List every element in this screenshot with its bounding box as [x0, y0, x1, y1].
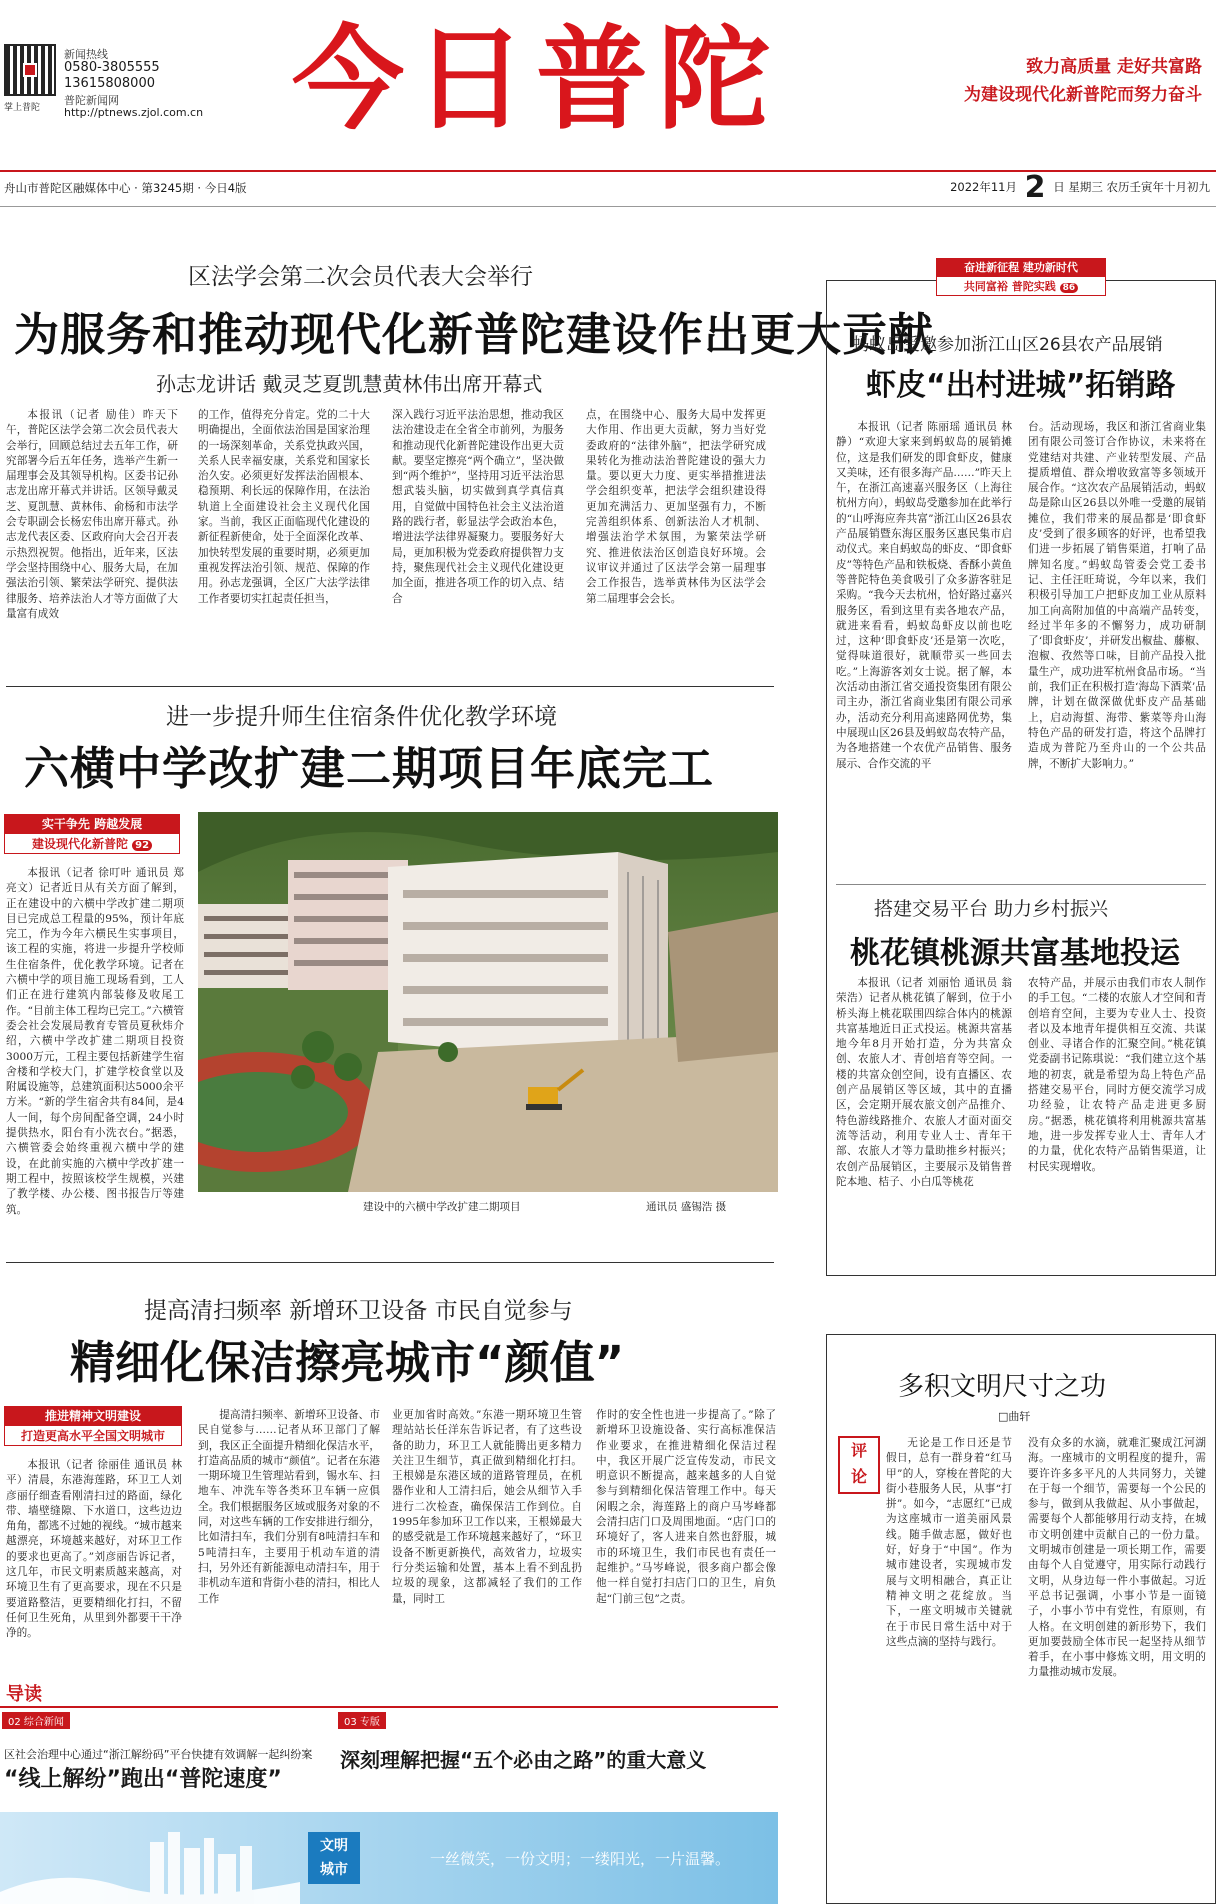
side3-column-1 — [886, 1436, 1012, 1896]
side3-author: □曲轩 — [998, 1410, 1031, 1423]
a2-kicker: 进一步提升师生住宿条件优化教学环境 — [166, 704, 557, 730]
side1-text-2: 台。活动现场，我区和浙江省商业集团有限公司签订合作协议，未来将在党建结对共建、产业转型发展、产品提质增值、群众增收致富等多领域开展合作。“这次农产品展销活动，蚂蚁岛是除山区26县以外唯一受邀的展销摊位，我们带来的展品都是‘即食虾皮’受到了很多顾客的好评，也希望我们进一步拓展了销售渠道，打响了品牌知名度。”蚂蚁岛管委会党工委书记、主任汪旺琦说，今年以来，我们积极引导加工户把虾皮加工业从原料加工向高附加值的中高端产品转变，经过半年多的不懈努力，成功研制了‘即食虾皮’，并研发出椒盐、藤椒、泡椒、孜然等口味，目前产品投入批量生产，成功进军杭州食品市场。“当前，我们正在积极打造‘海岛下酒菜’品牌，计划在做深做优虾皮产品基础上，启动海蜇、海带、紫菜等舟山海特色产品的研发打造，将这个品牌打造成为普陀乃至舟山的一个公共品牌，不断扩大影响力。” — [1028, 421, 1206, 770]
a3-text-1: 本报讯（记者 徐丽佳 通讯员 林平）清晨，东港海莲路，环卫工人刘彦丽仔细查看刚清扫过的路面，绿化带、墙壁缝隙、下水道口，这些边边角角，都逃不过她的视线。“城市越来越漂亮，环境越来越好，对环卫工作的要求也更高了。”刘彦丽告诉记者，这几年，市民文明素质越来越高，对环境卫生有了更高要求，现在不只是要道路整洁，更要精细化打扫，不留任何卫生死角，从里到外都要干干净净的。 — [6, 1459, 182, 1640]
a2-tag-line-1: 实干争先 跨越发展 — [4, 814, 180, 833]
a2-photo[interactable] — [198, 812, 778, 1218]
banner-badge-line-2: 城市 — [320, 1862, 348, 1878]
a2-section-tag — [4, 814, 180, 854]
side3-text-2: 没有众多的水滴，就难汇聚成江河湖海。一座城市的文明程度的提升，需要许许多多平凡的人共同努力，关键在于每一个细节，需要每一个公民的参与，做到从我做起、从小事做起，需要每个人都能够用行动支持，在城市文明创建中贡献自己的一份力量。文明城市创建是一项长期工作，需要由每个人自觉遵守，用实际行动践行文明，从身边每一件小事做起。习近平总书记强调，小事小节是一面镜子，小事小节中有党性，有原则，有人格。在文明创建的新形势下，我们更加要鼓励全体市民一起坚持从细节着手，在小事中修炼文明，用文明的力量推动城市发展。 — [1028, 1437, 1206, 1679]
a3-column-3 — [392, 1408, 582, 1670]
side1-headline[interactable]: 虾皮“出村进城”拓销路 — [866, 368, 1176, 403]
side1-divider — [836, 884, 1206, 885]
phone-1: 0580-3805555 — [64, 60, 160, 75]
banner-slogan: 一丝微笑，一份文明；一缕阳光，一片温馨。 — [430, 1850, 731, 1868]
side3-headline[interactable]: 多积文明尺寸之功 — [898, 1372, 1107, 1402]
side3-column-2 — [1028, 1436, 1206, 1896]
city-skyline-illustration — [0, 1812, 300, 1904]
commentary-badge-top: 评 — [850, 1441, 867, 1460]
a1-column-3 — [392, 408, 564, 680]
side1-tag-number: 86 — [1060, 283, 1079, 293]
daodu-page2-tag[interactable]: 02 综合新闻 — [2, 1712, 70, 1729]
side1-text-1: 本报讯（记者 陈丽瑶 通讯员 林静）“欢迎大家来到蚂蚁岛的展销摊位，这是我们研发的即食虾皮，健康又美味，还有很多海产品……”昨天上午，在浙江高速嘉兴服务区（上海往杭州方向），蚂蚁岛受邀参加在此举行的“山呼海应奔共富”浙江山区26县农产品展销暨东海区服务区惠民集市启动仪式。来自蚂蚁岛的虾皮、“即食虾皮”等特色产品和铁板烧、香酥小黄鱼等普陀特色美食吸引了众多游客驻足采购。“我今天去杭州，恰好路过嘉兴服务区，看到这里有卖各地农产品，就进来看看，蚂蚁岛虾皮以前也吃过，这种‘即食虾皮’还是第一次吃，觉得味道很好，就顺带买一些回去吃。”上海游客刘女士说。据了解，本次活动由浙江省交通投资集团有限公司主办，浙江省商业集团有限公司承办，活动充分利用高速路网优势，集中展现山区26县及蚂蚁岛农特产品，为各地搭建一个农优产品销售、服务展示、合作交流的平 — [836, 421, 1012, 770]
daodu-rule — [0, 1706, 778, 1708]
a1-text-2: 的工作，值得充分肯定。党的二十大明确提出，全面依法治国是国家治理的一场深刻革命，关系党执政兴国，关系人民幸福安康，关系党和国家长治久安。必须更好发挥法治固根本、稳预期、利长远的保障作用，在法治轨道上全面建设社会主义现代化国家。当前，我区正面临现代化建设的新征程新使命，处于全面深化改革、加快转型发展的重要时期，必须更加重视发挥法治引领、规范、保障的作用。孙志龙强调，全区广大法学法律工作者要切实扛起责任担当， — [198, 409, 370, 605]
date-weekday-lunar: 日 星期三 农历壬寅年十月初九 — [1053, 180, 1210, 194]
a2-tag-number: 92 — [132, 840, 152, 851]
a3-section-tag — [4, 1406, 182, 1446]
masthead — [0, 0, 1216, 208]
a2-photo-caption: 建设中的六横中学改扩建二期项目 — [363, 1201, 521, 1213]
a1-text-4: 点，在围绕中心、服务大局中发挥更大作用、作出更大贡献，努力当好党委政府的“法律外脑”，把法学研究成果转化为推动法治普陀建设的强大力量。要以更大力度、更实举措推进法学会组织变革，把法学会组织建设得更加充满活力、更加坚强有力，不断完善组织体系、创新法治人才机制、增强法治学术氛围，为繁荣法学研究、推进依法治区创造良好环境。会议审议并通过了区法学会第一届理事会工作报告，选举黄林伟为区法学会第二届理事会会长。 — [586, 409, 766, 605]
a3-tag-line-1: 推进精神文明建设 — [4, 1406, 182, 1425]
commentary-badge — [838, 1436, 880, 1494]
daodu-page3-tag[interactable]: 03 专版 — [338, 1712, 386, 1729]
a3-tag-line-2: 打造更高水平全国文明城市 — [4, 1425, 182, 1446]
dateline-right — [950, 170, 1210, 205]
side1-column-1 — [836, 420, 1012, 890]
issue-number: 第3245期 — [141, 181, 194, 195]
banner-badge-line-1: 文明 — [320, 1838, 348, 1854]
side2-column-2 — [1028, 976, 1206, 1270]
commentary-badge-bottom: 论 — [850, 1467, 867, 1486]
qr-caption: 掌上普陀 — [4, 103, 41, 113]
a3-text-2: 提高清扫频率、新增环卫设备、市民自觉参与……记者从环卫部门了解到，我区正全面提升精细化保洁水平，打造高品质的城市“颜值”。记者在东港一期环境卫生管理站看到，锡水车、扫地车、冲洗车等各类环卫车辆一应俱全。我们根据服务区域或服务对象的不同，对这些车辆的工作安排进行细分，比如清扫车，我们分别有8吨清扫车和5吨清扫车，主要用于机动车道的清扫，另外还有新能源电动清扫车，用于非机动车道和背街小巷的清扫，相比人工作 — [198, 1409, 380, 1605]
banner-badge — [308, 1832, 360, 1884]
dateline-rule — [0, 206, 1216, 207]
slogan-line-2: 为建设现代化新普陀而努力奋斗 — [964, 85, 1202, 105]
phone-2: 13615808000 — [64, 76, 155, 91]
a2-bottom-rule — [6, 1262, 774, 1263]
site-url[interactable]: http://ptnews.zjol.com.cn — [64, 106, 204, 119]
side2-headline[interactable]: 桃花镇桃源共富基地投运 — [850, 936, 1180, 971]
daodu-page2-headline[interactable]: “线上解纷”跑出“普陀速度” — [4, 1767, 282, 1792]
a2-photo-illustration — [198, 812, 778, 1192]
side2-kicker: 搭建交易平台 助力乡村振兴 — [874, 898, 1109, 920]
a2-headline[interactable]: 六横中学改扩建二期项目年底完工 — [24, 742, 715, 795]
slogan-line-1: 致力高质量 走好共富路 — [1026, 57, 1202, 77]
a1-text-1: 本报讯（记者 励佳）昨天下午，普陀区法学会第二次会员代表大会举行，回顾总结过去五年工作，研究部署今后五年任务，选举产生新一届理事会及其领导机构。区委书记孙志龙出席开幕式并讲话。区领导戴灵芝、夏凯慧、黄林伟、俞杨和市法学会专职副会长杨宏伟出席开幕式。孙志龙代表区委、区政府向大会召开表示热烈祝贺。他指出，近年来，区法学会坚持围绕中心、服务大局，在加强法治引领、繁荣法学研究、提供法律服务、培养法治人才等方面做了大量富有成效 — [6, 409, 178, 620]
a2-tag-text: 建设现代化新普陀 — [31, 837, 128, 851]
side2-text-2: 农特产品，并展示由我们市农人制作的手工包。“二楼的农旅人才空间和青创培育空间，主要为专业人士、投资者以及本地青年提供相互交流、共谋创业、寻诸合作的汇聚空间。”桃花镇党委副书记陈琪说：“我们建立这个基地的初衷，就是希望为岛上特色产品搭建交易平台，同时方便交流学习成功经验，让农特产品走进更多厨房。”据悉，桃花镇将利用桃源共富基地，进一步发挥专业人士、青年人才的力量，优化农特产品销售渠道，让村民实现增收。 — [1028, 977, 1206, 1173]
a3-headline[interactable]: 精细化保洁擦亮城市“颜值” — [70, 1336, 625, 1389]
qr-center-logo — [23, 63, 37, 77]
side1-tag-text: 共同富裕 普陀实践 — [963, 280, 1056, 293]
date-year-month: 2022年11月 — [950, 180, 1017, 194]
a3-column-2 — [198, 1408, 380, 1670]
date-day: 2 — [1024, 170, 1046, 205]
a1-headline[interactable]: 为服务和推动现代化新普陀建设作出更大贡献 — [14, 308, 935, 361]
side2-column-1 — [836, 976, 1012, 1270]
daodu-title: 导读 — [6, 1684, 42, 1705]
side2-text-1: 本报讯（记者 刘丽怡 通讯员 翁荣浩）记者从桃花镇了解到，位于小桥头海上桃花联围四综合体内的桃源共富基地近日正式投运。桃源共富基地今年8月开始打造，分为共富众创、农旅人才、青创培育等空间。一楼的共富众创空间，设有直播区、农创产品展销区等区域，其中的直播区，会定期开展农旅文创产品推介、特色游线路推介、农旅人才面对面交流等活动，利用专业人士、青年干部、农旅人才等力量助推乡村振兴；农创产品展销区，主要展示及销售普陀本地、桔子、小白瓜等桃花 — [836, 977, 1012, 1188]
a1-text-3: 深入践行习近平法治思想，推动我区法治建设走在全省全市前列，为服务和推动现代化新普陀建设作出更大贡献。要坚定擦亮“两个确立”，坚决做到“两个维护”，坚持用习近平法治思想武装头脑，切实做到真学真信真用，自觉做中国特色社会主义法治道路的践行者，彰显法学会政治本色，增进法学法律界凝聚力。要服务好大局，更加积极为党委政府提供智力支持，聚焦现代社会主义现代化建设更加全面，推进各项工作的切入点、结合 — [392, 409, 564, 605]
a1-column-4 — [586, 408, 766, 680]
a1-column-2 — [198, 408, 370, 680]
side1-tag-line-1: 奋进新征程 建功新时代 — [936, 258, 1106, 276]
daodu-page2-line[interactable]: 区社会治理中心通过“浙江解纷码”平台快捷有效调解一起纠纷案 — [4, 1748, 313, 1761]
a2-column-body — [6, 866, 184, 1216]
side1-kicker: 蚂蚁岛受邀参加浙江山区26县农产品展销 — [852, 335, 1163, 355]
daodu-page3-headline[interactable]: 深刻理解把握“五个必由之路”的重大意义 — [340, 1748, 707, 1772]
bottom-banner[interactable] — [0, 1812, 778, 1904]
publisher: 舟山市普陀区融媒体中心 — [4, 181, 131, 195]
a3-column-1 — [6, 1458, 182, 1670]
a1-kicker: 区法学会第二次会员代表大会举行 — [188, 264, 533, 290]
a3-column-4 — [596, 1408, 776, 1670]
a1-subtitle: 孙志龙讲话 戴灵芝夏凯慧黄林伟出席开幕式 — [156, 372, 543, 396]
page-count: 今日4版 — [204, 181, 247, 195]
side1-column-2 — [1028, 420, 1206, 890]
dateline-left: 舟山市普陀区融媒体中心 · 第3245期 · 今日4版 — [4, 181, 247, 195]
a1-bottom-rule — [6, 686, 774, 687]
a3-kicker: 提高清扫频率 新增环卫设备 市民自觉参与 — [144, 1298, 573, 1324]
a2-text: 本报讯（记者 徐叮叶 通讯员 郑亮文）记者近日从有关方面了解到，正在建设中的六横中学改扩建二期项目已完成总工程量的95%，预计年底完工，作为今年六横民生实事项目，该工程的实施，将进一步提升学校师生住宿条件，优化教学环境。记者在六横中学的项目施工现场看到，工人们正在进行建筑内部装修及收尾工作。“目前主体工程均已完工。”六横管委会社会发展局教育专管员夏秋炜介绍，六横中学改扩建二期项目投资3000万元，工程主要包括新建学生宿舍楼和学校大门，扩建学校食堂以及附属设施等，总建筑面积达5000余平方米。“新的学生宿舍共有84间，是4人一间，每个房间配备空调，24小时提供热水，阳台有小洗衣台。”据悉，六横管委会始终重视六横中学的建设，在此前实施的六横中学改扩建一期工程中，按照该校学生规模，兴建了教学楼、办公楼、图书报告厅等建筑。 — [6, 867, 184, 1216]
side1-section-tag — [936, 258, 1106, 296]
side3-text-1: 无论是工作日还是节假日，总有一群身着“红马甲”的人，穿梭在普陀的大街小巷服务人民，从事“打拼”。如今，“志愿红”已成为这座城市一道美丽风景线。随手做志愿，做好也好，好身于“中国”。作为城市建设者，实现城市发展与文明相融合，真正让精神文明之花绽放。当下，一座文明城市关键就在于市民日常生活中对于这些点滴的坚持与践行。 — [886, 1437, 1012, 1648]
a3-text-3: 业更加省时高效。”东港一期环境卫生管理站站长任洋东告诉记者，有了这些设备的助力，环卫工人就能腾出更多精力关注卫生细节，真正做到精细化打扫。王根娣是东港区域的道路管理员，在机器作业和人工清扫后，她会从细节入手进行二次检查，确保保洁工作到位。自1995年参加环卫工作以来，王根娣最大的感受就是工作环境越来越好了，“环卫设备不断更新换代，高效省力，垃圾实行分类运输和处置，基本上看不到乱扔垃圾的现象，这都减轻了我们的工作量，同时工 — [392, 1409, 582, 1605]
a3-text-4: 作时的安全性也进一步提高了。”除了新增环卫设施设备、实行高标准保洁作业要求，在推进精细化保洁过程中，我区开展广泛宣传发动，市民文明意识不断提高，越来越多的人自觉参与到精细化保洁管理工作中。每天闲暇之余，海莲路上的商户马岑峰都会清扫店门口及周围地面。“店门口的环境好了，客人进来自然也舒服，城市的环境卫生，我们市民也有责任一起维护。”马岑峰说，很多商户都会像他一样自觉打扫店门口的卫生，肩负起“门前三包”之责。 — [596, 1409, 776, 1605]
site-label: 普陀新闻网 — [64, 94, 119, 107]
hotline-label: 新闻热线 — [64, 48, 108, 61]
side1-tag-line-2 — [936, 276, 1106, 296]
a1-column-1 — [6, 408, 178, 680]
a2-tag-line-2 — [4, 833, 180, 854]
masthead-title: 今日普陀 — [292, 14, 780, 145]
a2-photo-credit: 通讯员 盛锡浩 摄 — [646, 1201, 727, 1213]
